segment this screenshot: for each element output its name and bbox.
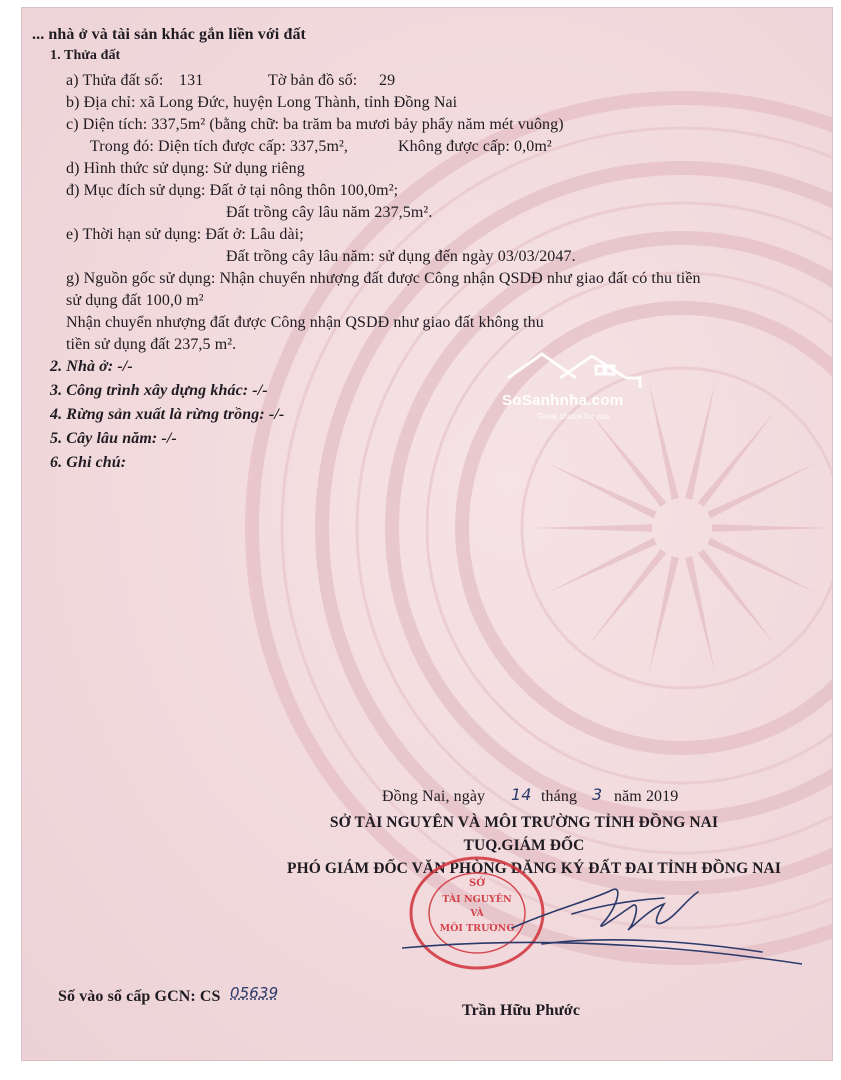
section-perennial: 5. Cây lâu năm: -/- (50, 430, 177, 447)
usage-term-1: e) Thời hạn sử dụng: Đất ở: Lâu dài; (66, 226, 304, 243)
date-day: 14 (511, 785, 532, 804)
date-year: năm 2019 (614, 788, 679, 805)
map-sheet-label: Tờ bản đồ số: (268, 72, 358, 89)
parcel-label: a) Thửa đất số: (66, 72, 164, 89)
watermark-brand: SoSanhnha.com (502, 392, 624, 409)
drum-ray (649, 382, 679, 500)
header-subtitle: 1. Thửa đất (50, 48, 121, 63)
drum-ray (685, 556, 715, 674)
usage-term-2: Đất trồng cây lâu năm: sử dụng đến ngày 03/03/2047. (226, 248, 576, 265)
origin-line-4: tiền sử dụng đất 237,5 m². (66, 336, 237, 353)
area-line: c) Diện tích: 337,5m² (bằng chữ: ba trăm ba mươi bảy phẩy năm mét vuông) (66, 116, 564, 133)
section-forest: 4. Rừng sản xuất là rừng trồng: -/- (50, 406, 285, 423)
address-line: b) Địa chỉ: xã Long Đức, huyện Long Thành, tỉnh Đồng Nai (66, 94, 458, 111)
registry-label: Số vào sổ cấp GCN: CS (58, 988, 221, 1005)
header-title: ... nhà ở và tài sản khác gắn liền với đất (32, 26, 306, 43)
usage-form: d) Hình thức sử dụng: Sử dụng riêng (66, 160, 305, 177)
drum-ray (698, 549, 776, 645)
date-month-label: tháng (541, 788, 578, 805)
seal-line4: MÔI TRƯỜNG (439, 923, 515, 934)
certificate-page (22, 8, 832, 1060)
seal-line3: VÀ (470, 909, 484, 919)
seal-line2: TÀI NGUYÊN (442, 894, 512, 905)
section-other-works: 3. Công trình xây dựng khác: -/- (50, 382, 268, 399)
drum-ray (588, 411, 666, 507)
drum-ray (588, 549, 666, 645)
section-house: 2. Nhà ở: -/- (50, 358, 133, 375)
drum-ray (547, 538, 657, 593)
drum-ray (685, 382, 715, 500)
area-not-granted: Không được cấp: 0,0m² (398, 138, 552, 155)
deputy-title: PHÓ GIÁM ĐỐC VĂN PHÒNG ĐĂNG KÝ ĐẤT ĐAI TỈNH ĐỒNG NAI (287, 860, 781, 877)
drum-ray (707, 463, 817, 518)
origin-line-3: Nhận chuyển nhượng đất được Công nhận QSDĐ như giao đất không thu (66, 314, 544, 331)
handwritten-signature (402, 870, 802, 970)
origin-line-1: g) Nguồn gốc sử dụng: Nhận chuyển nhượng đất được Công nhận QSDĐ như giao đất có thu tiền (66, 270, 701, 287)
usage-purpose-1: đ) Mục đích sử dụng: Đất ở tại nông thôn 100,0m²; (66, 182, 399, 199)
agency-name: SỞ TÀI NGUYÊN VÀ MÔI TRƯỜNG TỈNH ĐỒNG NAI (329, 814, 719, 831)
drum-ray (707, 538, 817, 593)
seal-line1: SỞ (469, 878, 485, 889)
usage-purpose-2: Đất trồng cây lâu năm 237,5m². (226, 204, 433, 221)
registry-number: 05639 (230, 984, 279, 1002)
drum-ray (547, 463, 657, 518)
house-logo-icon (504, 348, 644, 392)
drum-ray (712, 524, 832, 531)
drum-ray (649, 556, 679, 674)
parcel-value: 131 (179, 72, 204, 89)
date-month: 3 (592, 785, 603, 804)
signer-name: Trần Hữu Phước (462, 1002, 581, 1019)
section-notes: 6. Ghi chú: (50, 454, 127, 471)
date-prefix: Đồng Nai, ngày (382, 788, 486, 805)
map-sheet-value: 29 (379, 72, 396, 89)
area-granted: Trong đó: Diện tích được cấp: 337,5m², (90, 138, 349, 155)
drum-ray (698, 411, 776, 507)
drum-ray (532, 524, 652, 531)
watermark-tagline: Great choice for you (537, 412, 610, 421)
origin-line-2: sử dụng đất 100,0 m² (66, 292, 204, 309)
tuq-title: TUQ.GIÁM ĐỐC (463, 837, 585, 854)
